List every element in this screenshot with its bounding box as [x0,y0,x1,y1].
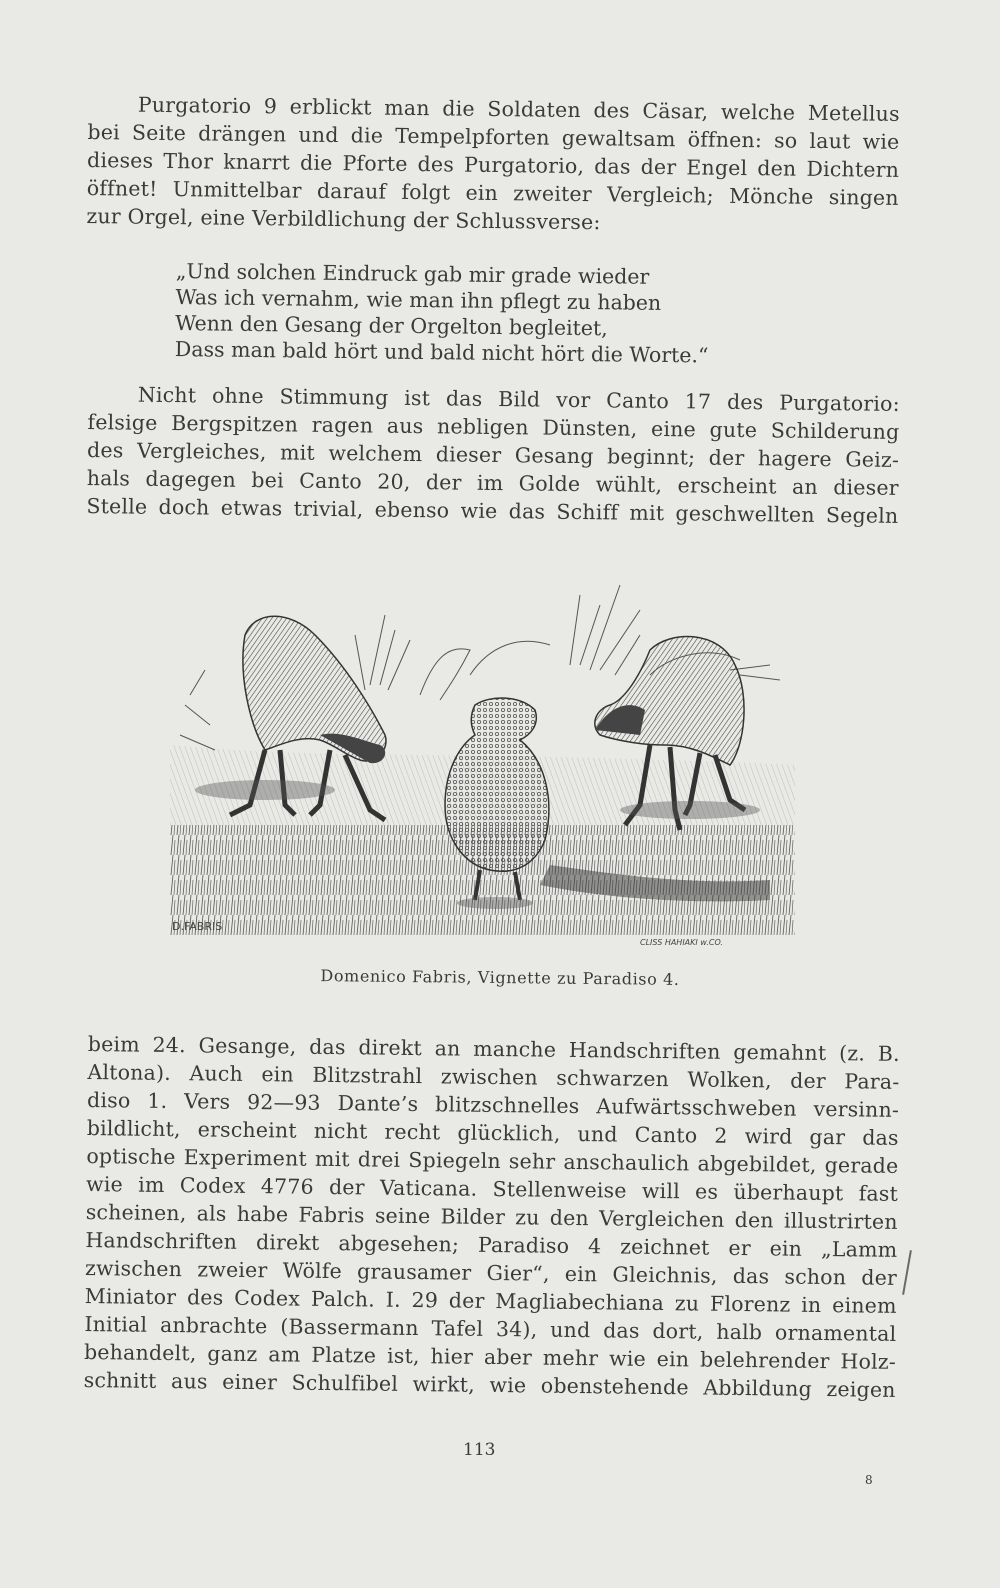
verse-line: Dass man bald hört und bald nicht hört die Worte.“ [174,336,709,368]
text-line: zur Orgel, eine Verbildlichung der Schlussverse: [86,203,601,235]
text-line: zwischen zweier Wölfe grausamer Gier“, ein Gleichnis, das schon der [84,1255,898,1290]
margin-pencil-mark [902,1250,912,1295]
paragraph-2 [86,380,900,530]
printer-signature-mark: 8 [865,1473,873,1487]
verse-line: Wenn den Gesang der Orgelton begleitet, [175,310,608,341]
engraving-drawing [170,575,795,960]
paragraph-3 [84,1030,900,1404]
text-line: Purgatorio 9 erblickt man die Soldaten des Cäsar, welche Metellus [137,92,900,126]
text-line: wie im Codex 4776 der Vaticana. Stellenweise will es überhaupt fast [85,1171,899,1206]
wolves-and-lamb-engraving [170,575,795,960]
text-line: dieses Thor knarrt die Pforte des Purgatorio, das der Engel den Dichtern [86,147,900,182]
text-line: des Vergleiches, mit welchem dieser Gesang beginnt; der hagere Geiz- [86,437,900,472]
verse-quote [175,258,796,370]
page-number: 113 [463,1440,496,1460]
text-line: Miniator des Codex Palch. I. 29 der Magliabechiana zu Florenz in einem [84,1283,897,1318]
figure-caption: Domenico Fabris, Vignette zu Paradiso 4. [320,966,680,989]
text-line: optische Experiment mit drei Spiegeln sehr anschaulich abgebildet, gerade [86,1143,899,1178]
engraver-signature-right: CLISS HAHIAKI w.CO. [640,938,723,947]
verse-line: Was ich vernahm, wie man ihn pflegt zu haben [175,284,662,315]
text-line: beim 24. Gesange, das direkt an manche Handschriften gemahnt (z. B. [87,1031,900,1066]
text-line: Initial anbrachte (Bassermann Tafel 34), und das dort, halb ornamental [84,1311,897,1346]
text-line: Handschriften direkt abgesehen; Paradiso 4 zeichnet er ein „Lamm [85,1227,898,1262]
text-line: hals dagegen bei Canto 20, der im Golde wühlt, erscheint an dieser [86,465,899,500]
paragraph-1 [86,90,900,240]
text-line: bildlicht, erscheint nicht recht glücklich, und Canto 2 wird gar das [86,1115,899,1150]
text-line: diso 1. Vers 92—93 Dante’s blitzschnelles Aufwärtsschweben versinn- [86,1087,900,1122]
engraver-signature-left: D.FABRIS [172,920,223,933]
text-line: behandelt, ganz am Platze ist, hier aber mehr wie ein belehrender Holz- [83,1339,897,1374]
text-line: Stelle doch etwas trivial, ebenso wie das Schiff mit geschwellten Segeln [86,493,899,528]
text-line: Nicht ohne Stimmung ist das Bild vor Canto 17 des Purgatorio: [137,382,900,416]
text-line: schnitt aus einer Schulfibel wirkt, wie obenstehende Abbildung zeigen [83,1367,896,1402]
text-line: scheinen, als habe Fabris seine Bilder zu den Vergleichen den illustrirten [85,1199,898,1234]
text-line: Altona). Auch ein Blitzstrahl zwischen schwarzen Wolken, der Para- [87,1059,900,1094]
text-line: bei Seite drängen und die Tempelpforten gewaltsam öffnen: so laut wie [87,119,900,154]
text-line: öffnet! Unmittelbar darauf folgt ein zweiter Vergleich; Mönche singen [86,175,899,210]
verse-line: „Und solchen Eindruck gab mir grade wieder [175,258,650,289]
text-line: felsige Bergspitzen ragen aus nebligen Dünsten, eine gute Schilderung [87,409,900,444]
